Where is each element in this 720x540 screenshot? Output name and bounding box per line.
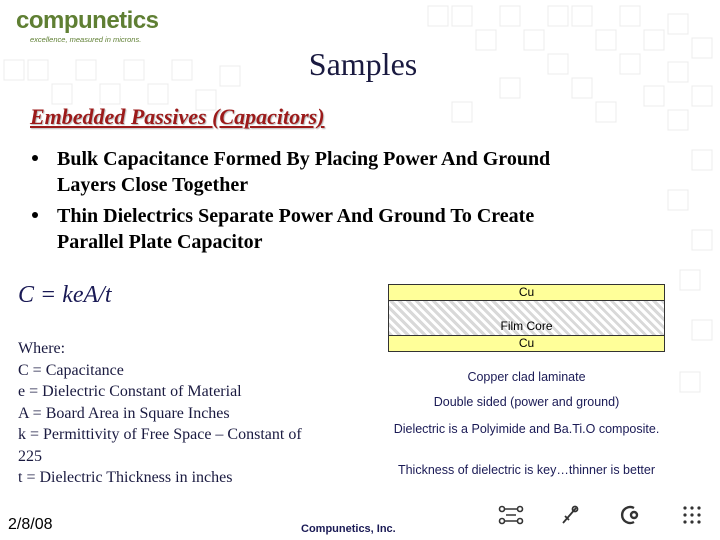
copper-layer-bottom: Cu xyxy=(388,335,665,352)
bullet-item xyxy=(32,203,682,255)
capacitance-formula: C = keA/t xyxy=(18,282,112,308)
film-core-label: Film Core xyxy=(500,319,553,333)
legend-line: 225 xyxy=(18,447,42,465)
legend-line: A = Board Area in Square Inches xyxy=(18,404,230,422)
formula-legend xyxy=(18,338,370,489)
note-double-sided: Double sided (power and ground) xyxy=(433,395,620,409)
probe-icon xyxy=(560,504,580,526)
bullet-line: Parallel Plate Capacitor xyxy=(57,231,263,253)
slide-date: 2/8/08 xyxy=(8,516,53,533)
note-copper-clad: Copper clad laminate xyxy=(467,370,586,384)
laminate-stackup-diagram xyxy=(388,284,665,352)
connector-icon xyxy=(620,504,644,526)
slide-title: Samples xyxy=(308,46,418,82)
copper-layer-top: Cu xyxy=(388,284,665,301)
circuit-icon xyxy=(496,504,526,526)
legend-heading: Where: xyxy=(18,340,66,357)
bullet-line: Bulk Capacitance Formed By Placing Power And Ground xyxy=(57,148,551,170)
logo-tagline: excellence, measured in microns. xyxy=(30,35,142,44)
bullet-list xyxy=(32,146,682,260)
footer-company: Compunetics, Inc. xyxy=(301,523,396,535)
logo-wordmark: compunetics xyxy=(16,7,159,34)
legend-line: k = Permittivity of Free Space – Constant of xyxy=(18,426,302,443)
note-dielectric: Dielectric is a Polyimide and Ba.Ti.O composite. xyxy=(393,422,660,436)
grid-icon xyxy=(682,504,702,526)
film-core-layer xyxy=(388,301,665,335)
legend-line: e = Dielectric Constant of Material xyxy=(18,383,242,400)
company-logo xyxy=(16,8,159,44)
legend-line: t = Dielectric Thickness in inches xyxy=(18,469,233,486)
bullet-icon xyxy=(32,212,38,218)
bullet-line: Thin Dielectrics Separate Power And Ground To Create xyxy=(57,205,535,227)
note-thickness: Thickness of dielectric is key…thinner is better xyxy=(397,463,656,477)
slide-subtitle: Embedded Passives (Capacitors) xyxy=(30,104,325,129)
legend-line: C = Capacitance xyxy=(18,361,124,379)
bullet-line: Layers Close Together xyxy=(57,174,249,196)
bullet-item xyxy=(32,146,682,198)
bullet-icon xyxy=(32,155,38,161)
